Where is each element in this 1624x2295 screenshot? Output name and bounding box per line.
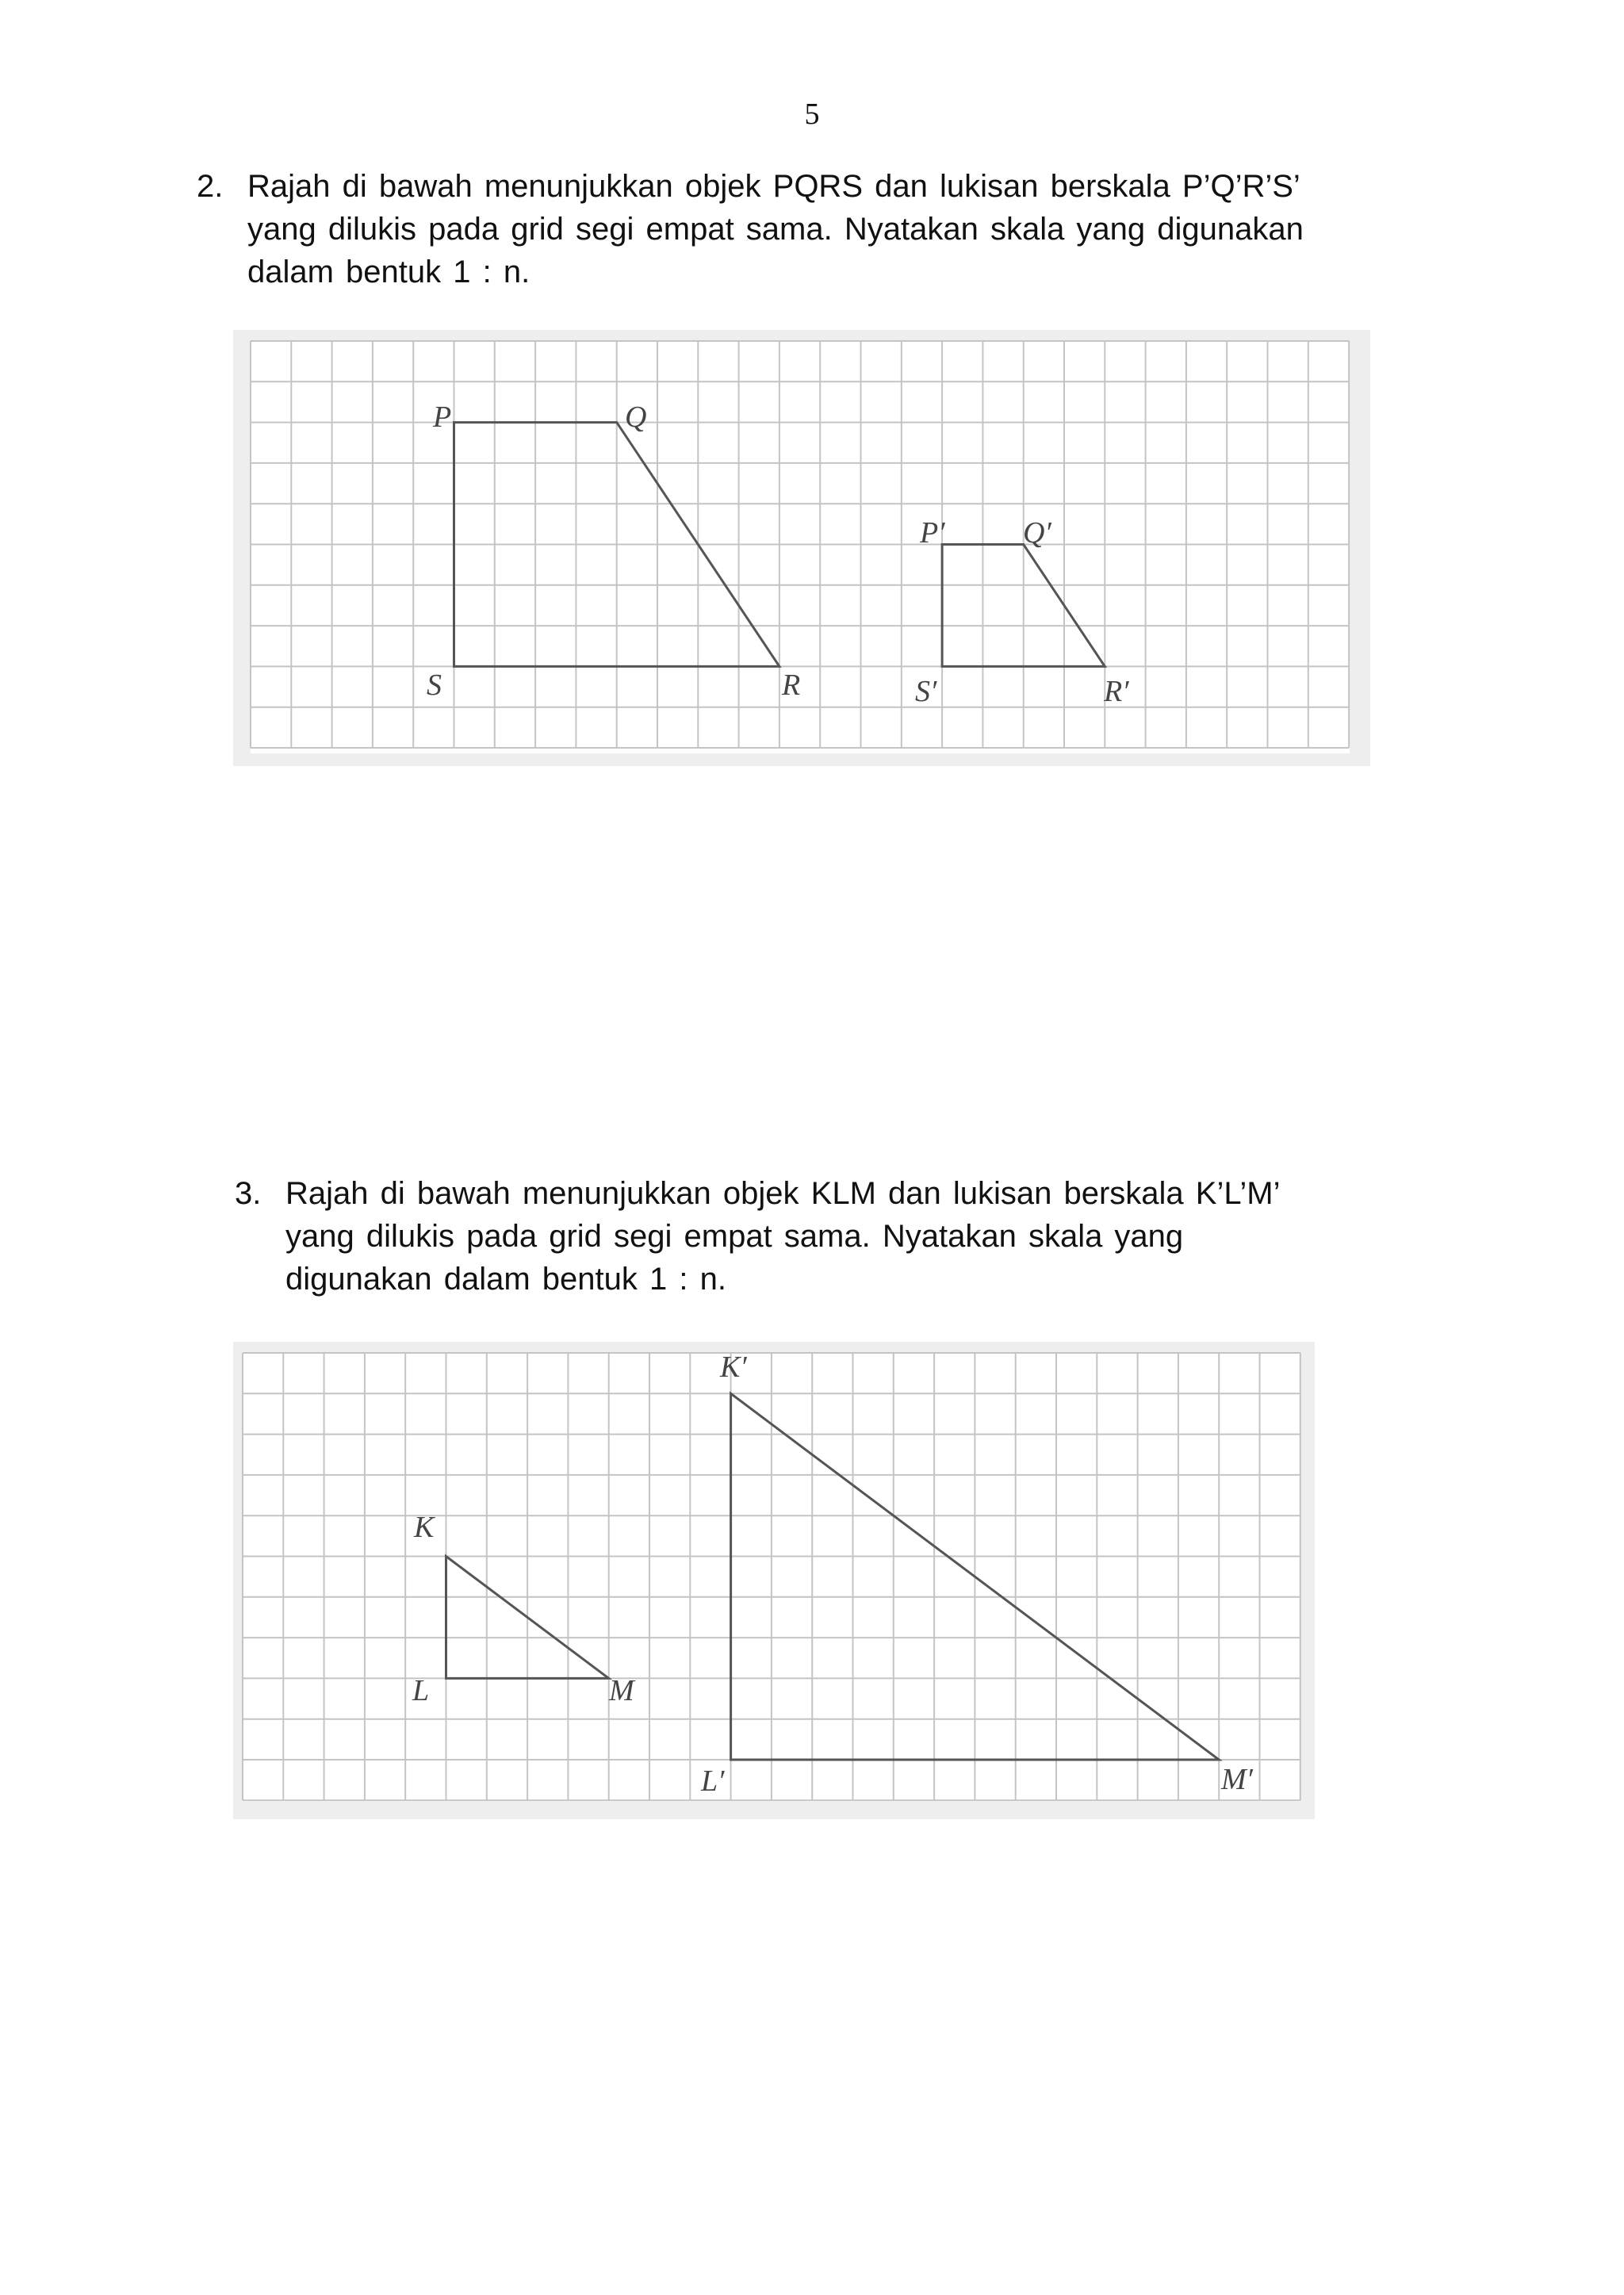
vertex-label-r-prime: R′: [1104, 675, 1129, 708]
vertex-label-m: M: [609, 1674, 634, 1707]
question-text-line: Rajah di bawah menunjukkan objek PQRS dan lukisan berskala P’Q’R’S’: [247, 169, 1300, 204]
question-text-line: yang dilukis pada grid segi empat sama. Nyatakan skala yang: [285, 1219, 1184, 1254]
vertex-label-p: P: [433, 400, 452, 434]
vertex-label-r: R: [782, 669, 801, 702]
question-text: [285, 1172, 1280, 1301]
vertex-label-q-prime: Q′: [1023, 516, 1051, 550]
vertex-label-q: Q: [625, 400, 647, 434]
grid-diagram-svg: [233, 1342, 1315, 1819]
vertex-label-p-prime: P′: [920, 516, 945, 550]
question-3: [235, 1172, 1280, 1301]
question-text-line: Rajah di bawah menunjukkan objek KLM dan lukisan berskala K’L’M’: [285, 1176, 1281, 1211]
vertex-label-k: K: [414, 1511, 435, 1544]
question-number: 3.: [235, 1176, 262, 1211]
vertex-label-s: S: [427, 669, 442, 702]
page-number: 5: [804, 98, 820, 131]
question-2: [197, 165, 1304, 293]
vertex-label-m-prime: M′: [1221, 1763, 1253, 1796]
question-text: [247, 165, 1304, 293]
vertex-label-k-prime: K′: [720, 1351, 747, 1384]
vertex-label-l-prime: L′: [701, 1764, 725, 1798]
grid-diagram-svg: [233, 330, 1370, 766]
grid-figure-pqrs: [233, 330, 1370, 766]
grid-figure-klm: [233, 1342, 1315, 1819]
vertex-label-l: L: [412, 1674, 430, 1707]
question-text-line: dalam bentuk 1 : n.: [247, 255, 530, 289]
question-text-line: digunakan dalam bentuk 1 : n.: [285, 1262, 726, 1297]
question-text-line: yang dilukis pada grid segi empat sama. Nyatakan skala yang digunakan: [247, 212, 1304, 247]
vertex-label-s-prime: S′: [915, 675, 937, 708]
question-number: 2.: [197, 169, 224, 204]
